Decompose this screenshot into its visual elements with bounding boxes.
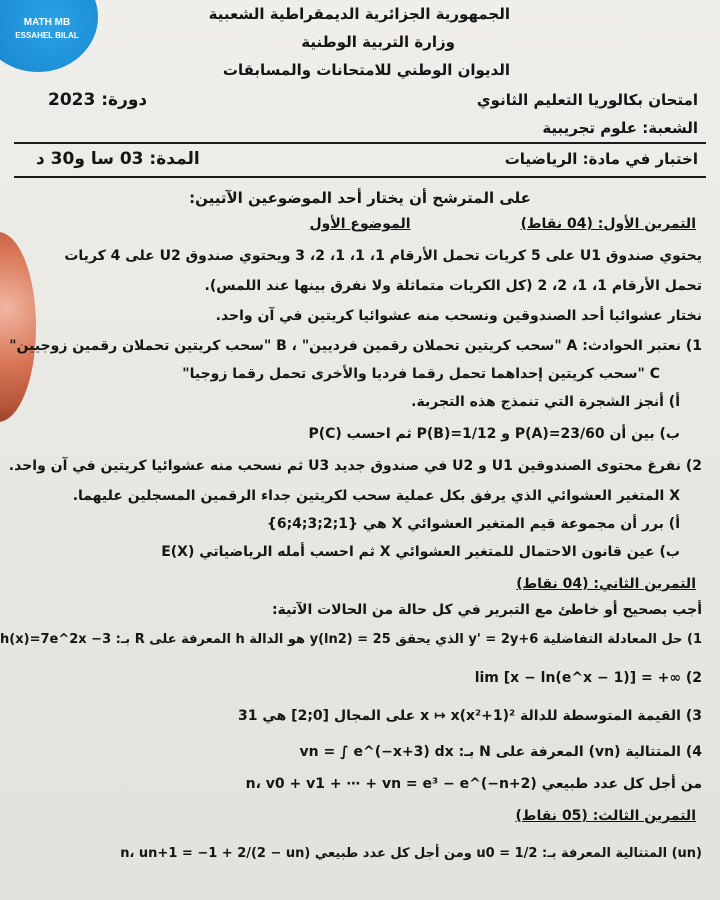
ex2-question-4b: من أجل كل عدد طبيعي n، v0 + v1 + ⋯ + vn = e³ − e^(−n+2) [245,776,702,792]
session-label: دورة: 2023 [48,90,148,110]
ex1-line-2: تحمل الأرقام 1، 1، 2، 2 (كل الكريات متماثلة ولا نفرق بينها عند اللمس). [204,278,702,294]
ex1-line-8: 2) نفرغ محتوى الصندوقين U1 و U2 في صندوق جديد U3 ثم نسحب منه عشوائيا كريتين في آن واحد. [8,458,702,474]
ex1-line-7: ب) بين أن P(A)=23/60 و P(B)=1/12 ثم احسب P(C) [308,426,680,442]
ex2-instruction: أجب بصحيح أو خاطئ مع التبرير في كل حالة من الحالات الآتية: [271,602,702,618]
ex2-question-2: lim [x − ln(e^x − 1)] = +∞ (2 [474,670,702,686]
ex1-line-9: X المتغير العشوائي الذي يرفق بكل عملية سحب لكريتين جداء الرقمين المسجلين عليهما. [72,488,680,504]
logo-line-2: ESSAHEL BILAL [15,31,79,40]
ex1-line-10: أ) برر أن مجموعة قيم المتغير العشوائي X هي {1;2;3;4;6} [266,516,680,532]
ex1-line-6: أ) أنجز الشجرة التي تنمذج هذه التجربة. [411,394,680,410]
duration-label: المدة: 03 سا و30 د [36,149,200,169]
ex1-line-3: نختار عشوائيا أحد الصندوقين ونسحب منه عشوائيا كريتين في آن واحد. [215,308,702,324]
ex2-title: التمرين الثاني: (04 نقاط) [516,576,696,592]
republic-title: الجمهورية الجزائرية الديمقراطية الشعبية [208,5,510,23]
office-title: الديوان الوطني للامتحانات والمسابقات [222,61,510,79]
logo-line-1: MATH MB [23,17,71,28]
stream-label: الشعبة: علوم تجريبية [542,119,698,137]
ex2-question-4: 4) المتتالية (vn) المعرفة على N بـ: vn = ∫ e^(−x+3) dx [299,744,702,760]
header-rule-top [14,142,706,144]
ex1-line-5: C "سحب كريتين إحداهما تحمل رقما فرديا والأخرى تحمل رقما زوجيا" [182,366,660,382]
ex3-title: التمرين الثالث: (05 نقاط) [515,808,696,824]
ex2-question-1: 1) حل المعادلة التفاضلية y' = 2y+6 الذي يحقق y(ln2) = 25 هو الدالة h المعرفة على R بـ: h(x)=7e^2x −3 [0,632,702,647]
ex1-title: التمرين الأول: (04 نقاط) [520,216,696,232]
ex1-line-11: ب) عين قانون الاحتمال للمتغير العشوائي X ثم احسب أمله الرياضياتي E(X) [161,544,680,560]
ministry-title: وزارة التربية الوطنية [301,33,455,51]
header-rule-bottom [14,176,706,178]
ex1-line-4: 1) نعتبر الحوادث: A "سحب كريتين تحملان رقمين فرديين" ، B "سحب كريتين تحملان رقمين زوجيين" [9,338,702,354]
subject-label: اختبار في مادة: الرياضيات [504,150,698,168]
ex1-line-1: يحتوي صندوق U1 على 5 كريات تحمل الأرقام 1، 1، 1، 2، 3 ويحتوي صندوق U2 على 4 كريات [64,248,702,264]
topic-heading: الموضوع الأول [309,216,411,232]
ex2-question-3: 3) القيمة المتوسطة للدالة x ↦ x(x²+1)² على المجال [0;2] هي 31 [238,708,702,724]
exam-title: امتحان بكالوريا التعليم الثانوي [476,91,698,109]
ex3-line-1: (un) المتتالية المعرفة بـ: u0 = 1/2 ومن أجل كل عدد طبيعي n، un+1 = −1 + 2/(2 − un) [120,846,702,861]
choice-instruction: على المترشح أن يختار أحد الموضوعين الآتيين: [189,189,531,207]
